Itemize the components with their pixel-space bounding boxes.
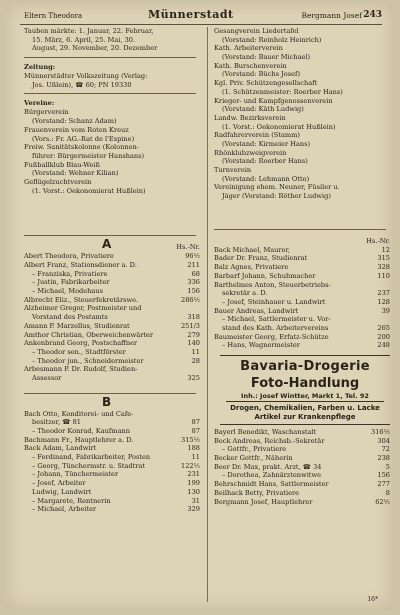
house-number: 156 [377, 471, 390, 480]
list-item [24, 287, 204, 296]
entry-text: Albrecht Eliz., Steuerfekretärswe. [24, 295, 139, 304]
house-number: 238 [377, 454, 390, 463]
list-item [24, 261, 204, 270]
house-number: 12 [381, 245, 390, 254]
entry-text: (Vors.: Fr. AG.-Rat de l'Espine) [32, 134, 135, 143]
list-item [24, 296, 204, 305]
entry-text: (1. Schützenmeister: Roerber Hans) [222, 87, 343, 96]
entry-text: – Hans, Wagnermeister [222, 341, 300, 350]
list-item [24, 152, 204, 161]
entry-text: – Dorothea, Zahnärztenwitwe [222, 471, 322, 480]
list-item [214, 131, 394, 140]
entry-text: Jäger (Vorstand: Röther Ludwig) [222, 192, 331, 201]
house-number: 8 [385, 488, 390, 497]
list-item [214, 149, 394, 158]
list-item [24, 453, 204, 462]
entry-text: (Vorstand: Büchs Josef) [222, 70, 301, 79]
entry-text: Bachmann Fr., Hauptlehrer a. D. [24, 435, 134, 444]
list-item [24, 374, 204, 383]
entry-text: Frauenverein vom Roten Kreuz [24, 125, 129, 134]
section-rule [24, 93, 196, 94]
list-item [214, 263, 394, 272]
column-divider [207, 27, 208, 602]
house-number: 87 [191, 418, 200, 427]
list-item [214, 289, 394, 298]
entry-text: – Justin, Fabrikarbeiter [32, 278, 110, 287]
entry-text: Freiw. Sanitätskolonne (Kolonnen- [24, 143, 139, 152]
list-item [24, 169, 204, 178]
list-item [214, 123, 394, 132]
list-item [214, 140, 394, 149]
list-item [24, 410, 204, 419]
section-rule [24, 393, 196, 394]
house-number: 329 [187, 505, 200, 514]
entry-text: 15. März, 6. April, 25. Mai, 30. [32, 35, 136, 44]
house-number: 156 [187, 287, 200, 296]
entry-text: Fußballklub Blau-Weiß [24, 160, 100, 169]
entry-text: Abert Theodora, Privatiere [24, 252, 114, 261]
entry-text: Becker Gottfr., Näherin [214, 454, 293, 463]
house-number: 5 [385, 462, 390, 471]
list-item [214, 44, 394, 53]
list-item [214, 157, 394, 166]
list-item [24, 178, 204, 187]
house-number: 265 [377, 323, 390, 332]
entry-text: Radfahrerverein (Stamm) [214, 131, 300, 140]
letter-heading-a [24, 237, 204, 252]
entry-text: Barbarf Johann, Schuhmacher [214, 271, 316, 280]
entry-text: Barthelmes Anton, Steuerbetriebs- [214, 280, 331, 289]
entry-text: – Josef, Steinhauer u. Landwirt [222, 297, 326, 306]
house-number: 68 [191, 269, 200, 278]
entry-text: Kgl. Priv. Schützengesellschaft [214, 79, 318, 88]
entry-text: – Michael, Sattlermeister u. Vor- [222, 315, 331, 324]
entry-text: Jos. Ußlein), ☎ 60; PN 19330 [32, 80, 132, 89]
house-number: 277 [377, 480, 390, 489]
entry-text: Bergmann Josef, Hauptlehrer [214, 497, 313, 506]
entry-text: – Ferdinand, Fabrikarbeiter, Posten [32, 453, 151, 462]
house-number: 11 [191, 347, 200, 356]
entry-text: Münnerstädter Volkszeitung (Verlag: [24, 72, 148, 81]
section-rule [214, 229, 386, 230]
entry-text: Baumeister Georg, Erfatz-Schütze [214, 332, 329, 341]
entry-text: Geflügelzuchtverein [24, 177, 92, 186]
list-item [214, 53, 394, 62]
entry-text: Vereinigung ehem. Neuner, Füsiler u. [214, 183, 340, 192]
list-item [214, 97, 394, 106]
house-number: 318 [187, 313, 200, 322]
house-number: 96½ [185, 252, 200, 261]
entry-text: – Michael, Modehaus [32, 287, 103, 296]
list-item [24, 462, 204, 471]
entry-text: Balz Agnes, Privatiere [214, 263, 289, 272]
letter-a: A [102, 237, 112, 252]
list-item [214, 192, 394, 201]
list-item [214, 315, 394, 324]
list-item [24, 108, 204, 117]
entry-text: (Vorstand: Schanz Adam) [32, 117, 117, 126]
entry-text: Beilhack Betty, Privatiere [214, 488, 300, 497]
list-item [214, 480, 394, 489]
house-number: 279 [187, 330, 200, 339]
list-item [24, 270, 204, 279]
entry-text: (1. Vorst.: Oekonomierat Hußlein) [222, 122, 336, 131]
house-number: 325 [187, 373, 200, 382]
entry-text: Kath. Burschenverein [214, 61, 287, 70]
entry-text: – Theodor jun., Schneidermeister [32, 356, 144, 365]
letter-heading-b [24, 394, 204, 410]
entry-text: (Vorstand: Reinholz Heinrich) [222, 35, 322, 44]
list-item [24, 187, 204, 196]
entry-text: Bayerl Benedikt, Waschanstalt [214, 428, 317, 436]
list-item [214, 88, 394, 97]
entry-text: (Vorstand: Kirmeier Hans) [222, 139, 311, 148]
list-item [24, 81, 204, 90]
list-item [24, 278, 204, 287]
house-number: 315½ [181, 435, 200, 444]
list-item [24, 470, 204, 479]
entry-text: Ludwig, Landwirt [32, 487, 92, 496]
house-number: 211 [187, 261, 200, 269]
entry-text: Turnverein [214, 166, 252, 174]
letter-b: B [102, 394, 112, 409]
list-item [214, 105, 394, 114]
list-item [24, 313, 204, 322]
list-item [214, 166, 394, 175]
list-item [214, 281, 394, 290]
entry-text: – Franziska, Privatiere [32, 269, 108, 278]
list-item [24, 497, 204, 506]
list-item [214, 62, 394, 71]
list-item [24, 436, 204, 445]
entry-text: Rhönklubzweigverein [214, 148, 287, 157]
right-column [214, 27, 394, 506]
list-item [24, 161, 204, 170]
list-item [24, 444, 204, 453]
house-number-header: Hs.-Nr. [176, 243, 200, 252]
list-item [214, 246, 394, 255]
entry-text: – Margarete, Rentnerin [32, 496, 111, 505]
house-number: 188 [187, 444, 200, 453]
entry-text: Ankenbrand Georg, Postschaffner [24, 339, 138, 348]
list-item [214, 70, 394, 79]
house-number: 199 [187, 479, 200, 488]
house-number: 251/3 [180, 321, 200, 330]
house-number: 200 [377, 332, 390, 341]
house-number: 336 [187, 278, 200, 287]
entry-text: (Vorstand: Lehmann Otto) [222, 174, 310, 183]
list-item [214, 445, 394, 454]
list-item [24, 357, 204, 366]
list-item [214, 463, 394, 472]
list-item [24, 322, 204, 331]
entry-text: (Vorstand: Käth Ludwig) [222, 105, 304, 114]
house-number: 237 [377, 289, 390, 298]
right-hsnr-row [214, 234, 394, 246]
header-right-catchword: Bergmann Josef [301, 11, 362, 20]
house-number: 328 [377, 263, 390, 272]
house-number: 316½ [371, 428, 390, 436]
house-number: 62½ [375, 497, 390, 506]
list-item [24, 143, 204, 152]
entry-text: Beer Dr. Max, prakt. Arzt, ☎ 34 [214, 462, 322, 471]
ad-store-name: Bavaria-Drogerie [240, 359, 370, 374]
entry-text: – Georg, Tünchermstr. u. Stadtrat [32, 461, 146, 470]
list-item [24, 427, 204, 436]
list-item [24, 339, 204, 348]
house-number: 72 [381, 445, 390, 454]
signature-mark: 16* [367, 596, 378, 603]
list-item [214, 437, 394, 446]
ad-products: Drogen, Chemikalien, Farben u. Lacke [230, 404, 380, 412]
entry-text: Alzheimer Gregor, Postmeister und [24, 304, 142, 313]
section-rule [24, 57, 196, 58]
list-item [24, 126, 204, 135]
list-item [24, 117, 204, 126]
house-number: 286½ [181, 295, 200, 304]
entry-text: Vorstand des Postamts [32, 313, 108, 322]
list-item [24, 418, 204, 427]
entry-text: (Vorstand: Wehner Kilian) [32, 169, 119, 178]
entry-text: Gesangverein Liedertafel [214, 27, 299, 35]
house-number: 39 [381, 306, 390, 315]
list-item [214, 341, 394, 350]
list-item [214, 36, 394, 45]
list-item [24, 44, 204, 53]
list-item [214, 114, 394, 123]
entry-text: Back Adam, Landwirt [24, 444, 97, 453]
section-title-zeitung: Zeitung: [24, 63, 56, 72]
list-item [214, 333, 394, 342]
entry-text: – Theodor Konrad, Kaufmann [32, 427, 131, 435]
spacer [24, 225, 204, 231]
list-item [214, 27, 394, 36]
entry-text: führer: Bürgermeister Hanshans) [32, 151, 145, 160]
list-item [214, 175, 394, 184]
list-item [24, 27, 204, 36]
left-column [24, 27, 204, 514]
list-item [214, 272, 394, 281]
house-number: 231 [187, 470, 200, 479]
entry-text: besitzer, ☎ 81 [32, 418, 81, 427]
ad-owner-address: Inh.: Josef Wintter, Markt 1, Tel. 92 [226, 392, 384, 402]
section-title-vereine: Vereine: [24, 99, 55, 108]
spacer [24, 383, 204, 389]
entry-text: Bauer Andreas, Landwirt [214, 306, 299, 315]
house-number: 122½ [181, 461, 200, 470]
entry-text: Amann P. Marzellus, Studienrat [24, 321, 130, 330]
house-number: 11 [191, 453, 200, 462]
list-item [24, 479, 204, 488]
entry-text: Assessor [32, 373, 62, 382]
list-item [214, 471, 394, 480]
spacer [214, 219, 394, 225]
house-number: 128 [377, 297, 390, 306]
house-number-header: Hs.-Nr. [366, 236, 390, 245]
list-item [24, 36, 204, 45]
list-item [24, 252, 204, 261]
house-number: 304 [377, 436, 390, 445]
entry-text: Tauben märkte: 1. Januar, 22. Februar, [24, 27, 154, 35]
directory-page [6, 3, 392, 609]
list-item [214, 489, 394, 498]
entry-text: Krieger- und Kampfgenossenverein [214, 96, 333, 105]
entry-text: sekretär a. D. [222, 289, 268, 298]
list-item [24, 365, 204, 374]
list-item [214, 498, 394, 507]
entry-text: Behrschmidt Hans, Sattlermeister [214, 480, 329, 489]
list-item [24, 304, 204, 313]
entry-text: Bach Otto, Konditorei- und Cafe- [24, 409, 134, 418]
entry-text: Kath. Arbeiterverein [214, 44, 283, 53]
list-item [214, 79, 394, 88]
list-item [214, 428, 394, 437]
list-item [214, 324, 394, 333]
entry-text: Back Michael, Maurer, [214, 245, 291, 254]
ad-photo-shop: Foto-Handlung [250, 376, 360, 391]
entry-text: Bader Dr. Franz, Studienrat [214, 254, 308, 263]
house-number: 140 [187, 339, 200, 348]
entry-text: – Josef, Arbeiter [32, 479, 86, 488]
entry-text: Bürgerverein [24, 108, 69, 117]
house-number: 87 [191, 427, 200, 435]
list-item [214, 298, 394, 307]
entry-text: (Vorstand: Bauer Michael) [222, 53, 311, 62]
list-item [24, 331, 204, 340]
entry-text: Landw. Bezirksverein [214, 113, 286, 122]
list-item [24, 72, 204, 81]
header-left-catchword: Eltern Theodora [24, 12, 83, 20]
entry-text: – Michael, Arbeiter [32, 505, 97, 514]
ad-care-articles: Artikel zur Krankenpflege [254, 413, 356, 421]
house-number: 130 [187, 487, 200, 496]
page-header [20, 8, 382, 25]
entry-text: – Johann, Tünchermeister [32, 470, 119, 479]
list-item [214, 183, 394, 192]
header-town-title: Münnerstadt [148, 8, 234, 21]
house-number: 315 [377, 254, 390, 263]
house-number: 31 [191, 496, 200, 505]
entry-text: Amthor Christian, Oberweichenwärter [24, 330, 154, 339]
list-item [214, 307, 394, 316]
list-item [214, 454, 394, 463]
entry-text: (1. Vorst.: Oekonomierat Hußlein) [32, 186, 146, 195]
entry-text: Arbesmann P. Dr. Rudolf, Studien- [24, 365, 138, 374]
entry-text: Albert Franz, Stationsdiener a. D. [24, 261, 137, 269]
list-item [24, 488, 204, 497]
house-number: 110 [377, 271, 390, 280]
entry-text: (Vorstand: Roerber Hans) [222, 157, 308, 166]
entry-text: August, 29. November, 20. Dezember [32, 44, 158, 53]
section-rule [24, 235, 196, 236]
list-item [24, 505, 204, 514]
entry-text: stand des Kath. Arbeitervereins [222, 323, 329, 332]
list-item [24, 348, 204, 357]
list-item [24, 135, 204, 144]
house-number: 248 [377, 341, 390, 350]
list-item [214, 254, 394, 263]
page-number: 243 [363, 10, 382, 20]
entry-text: Beck Andreas, Reichsb.-Sekretär [214, 436, 325, 445]
house-number: 28 [191, 356, 200, 365]
drugstore-advertisement [220, 355, 390, 425]
entry-text: – Gottfr., Privatiere [222, 445, 287, 454]
entry-text: – Theodor sen., Stadtförster [32, 347, 126, 356]
